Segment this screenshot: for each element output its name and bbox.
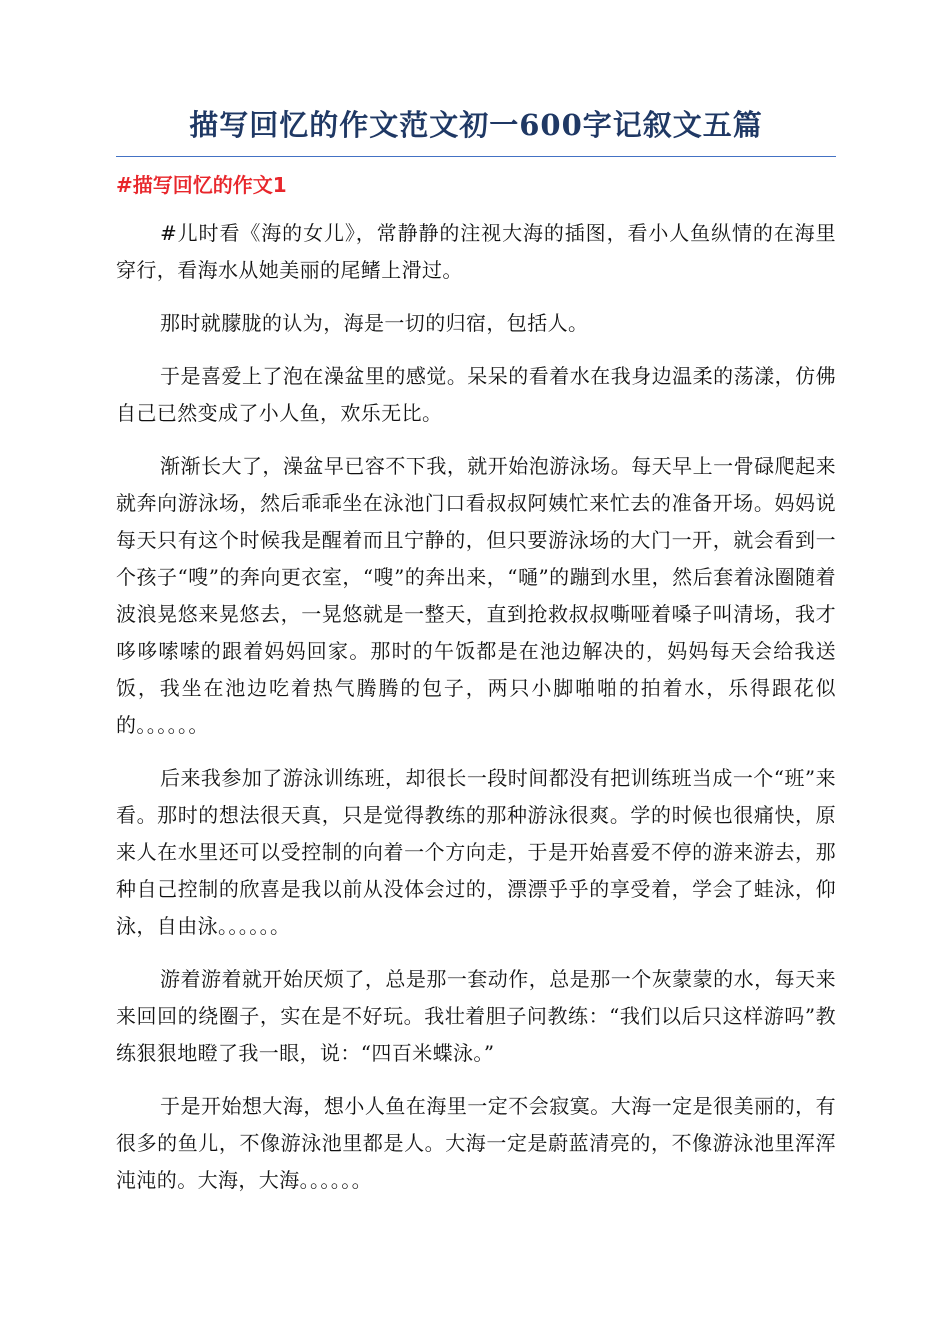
paragraph-7: 于是开始想大海，想小人鱼在海里一定不会寂寞。大海一定是很美丽的，有很多的鱼儿，不像游泳池里都是人。大海一定是蔚蓝清亮的，不像游泳池里浑浑沌沌的。大海，大海。。。。。。 — [116, 1094, 836, 1192]
document-title: 描写回忆的作文范文初一600字记叙文五篇 — [189, 108, 763, 142]
paragraph-5: 后来我参加了游泳训练班，却很长一段时间都没有把训练班当成一个“班”来看。那时的想法很天真，只是觉得教练的那种游泳很爽。学的时候也很痛快，原来人在水里还可以受控制的向着一个方向走，于是开始喜爱不停的游来游去，那种自己控制的欣喜是我以前从没体会过的，漂漂乎乎的享受着，学会了蛙泳，仰泳，自由泳。。。。。。 — [116, 766, 836, 938]
paragraph-1: #儿时看《海的女儿》，常静静的注视大海的插图，看小人鱼纵情的在海里穿行，看海水从她美丽的尾鳍上滑过。 — [116, 221, 836, 282]
paragraph-2: 那时就朦胧的认为，海是一切的归宿，包括人。 — [160, 311, 589, 335]
section-heading: #描写回忆的作文1 — [116, 173, 287, 197]
paragraph-4: 渐渐长大了，澡盆早已容不下我，就开始泡游泳场。每天早上一骨碌爬起来就奔向游泳场，然后乖乖坐在泳池门口看叔叔阿姨忙来忙去的准备开场。妈妈说每天只有这个时候我是醒着而且宁静的，但只要游泳场的大门一开，就会看到一个孩子“嗖”的奔向更衣室，“嗖”的奔出来，“嗵”的蹦到水里，然后套着泳圈随着波浪晃悠来晃悠去，一晃悠就是一整天，直到抢救叔叔嘶哑着嗓子叫清场，我才哆哆嗦嗦的跟着妈妈回家。那时的午饭都是在池边解决的，妈妈每天会给我送饭，我坐在池边吃着热气腾腾的包子，两只小脚啪啪的拍着水，乐得跟花似的。。。。。。 — [116, 454, 836, 737]
document-page — [116, 100, 836, 1215]
paragraph-6: 游着游着就开始厌烦了，总是那一套动作，总是那一个灰蒙蒙的水，每天来来回回的绕圈子，实在是不好玩。我壮着胆子问教练：“我们以后只这样游吗”教练狠狠地瞪了我一眼，说：“四百米蝶泳。” — [116, 967, 836, 1065]
paragraph-3: 于是喜爱上了泡在澡盆里的感觉。呆呆的看着水在我身边温柔的荡漾，仿佛自己已然变成了小人鱼，欢乐无比。 — [116, 364, 836, 425]
title-underline — [116, 156, 836, 157]
